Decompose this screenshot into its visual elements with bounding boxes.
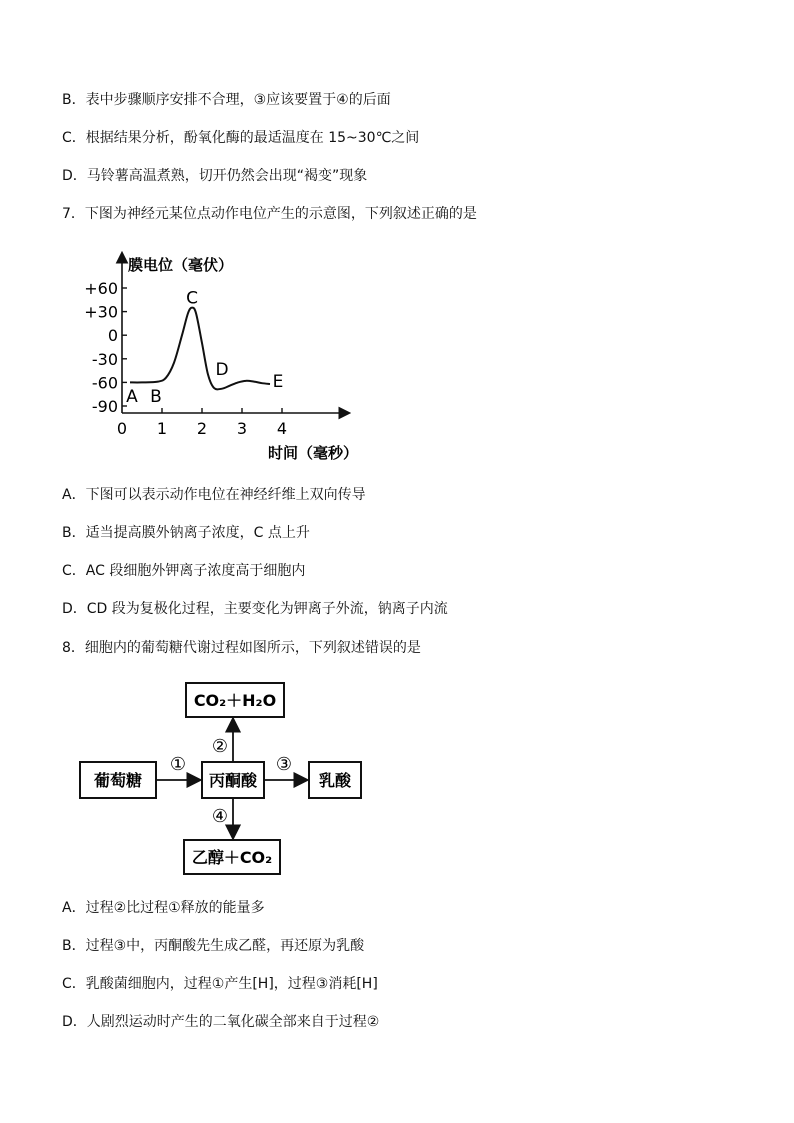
point-label-d: D (215, 360, 229, 381)
arrow-3-label: ③ (275, 754, 293, 775)
box-right-label: 乳酸 (318, 771, 352, 790)
q8-stem: 8．细胞内的葡萄糖代谢过程如图所示，下列叙述错误的是 (62, 640, 421, 656)
q6-option-b: B．表中步骤顺序安排不合理，③应该要置于④的后面 (62, 92, 391, 108)
q7-option-d: D．CD 段为复极化过程，主要变化为钾离子外流，钠离子内流 (62, 601, 448, 617)
q6-option-d: D．马铃薯高温煮熟，切开仍然会出现“褐变”现象 (62, 168, 368, 184)
y-tick-label: -90 (91, 397, 118, 416)
q7-stem: 7．下图为神经元某位点动作电位产生的示意图，下列叙述正确的是 (62, 206, 477, 222)
x-tick-label: 4 (276, 419, 288, 438)
q8-option-d: D．人剧烈运动时产生的二氧化碳全部来自于过程② (62, 1014, 380, 1030)
y-tick-label: -30 (91, 349, 118, 369)
y-tick-label: +60 (84, 279, 118, 298)
point-label-b: B (150, 386, 162, 407)
box-left-label: 葡萄糖 (93, 771, 143, 790)
action-potential-curve (130, 308, 270, 390)
point-label-e: E (272, 371, 284, 392)
y-axis-label: 膜电位（毫伏） (128, 256, 234, 274)
x-tick-label: 2 (196, 419, 208, 438)
q8-option-c: C．乳酸菌细胞内，过程①产生[H]，过程③消耗[H] (62, 976, 378, 992)
x-tick-label: 1 (156, 419, 168, 438)
point-label-a: A (126, 386, 138, 407)
x-axis-label: 时间（毫秒） (268, 444, 359, 462)
x-tick-label: 0 (116, 419, 128, 438)
box-center-label: 丙酮酸 (208, 771, 258, 790)
q8-option-b: B．过程③中，丙酮酸先生成乙醛，再还原为乳酸 (62, 938, 365, 954)
y-tick-label: -60 (91, 373, 118, 393)
x-tick-label: 3 (236, 419, 248, 438)
q7-option-c: C．AC 段细胞外钾离子浓度高于细胞内 (62, 563, 306, 579)
q7-option-b: B．适当提高膜外钠离子浓度，C 点上升 (62, 525, 310, 541)
action-potential-chart (78, 248, 368, 466)
q6-option-c: C．根据结果分析，酚氧化酶的最适温度在 15~30℃之间 (62, 130, 420, 146)
point-label-c: C (186, 288, 198, 309)
box-top-label: CO₂＋H₂O (193, 691, 277, 710)
box-bottom-label: 乙醇＋CO₂ (191, 848, 273, 867)
arrow-2-label: ② (211, 736, 229, 757)
y-tick-label: +30 (84, 302, 118, 322)
glucose-metabolism-diagram (74, 680, 374, 880)
arrow-4-label: ④ (211, 806, 229, 827)
q7-option-a: A．下图可以表示动作电位在神经纤维上双向传导 (62, 487, 366, 503)
arrow-1-label: ① (169, 754, 187, 775)
y-tick-label: 0 (107, 326, 118, 346)
q8-option-a: A．过程②比过程①释放的能量多 (62, 900, 265, 916)
